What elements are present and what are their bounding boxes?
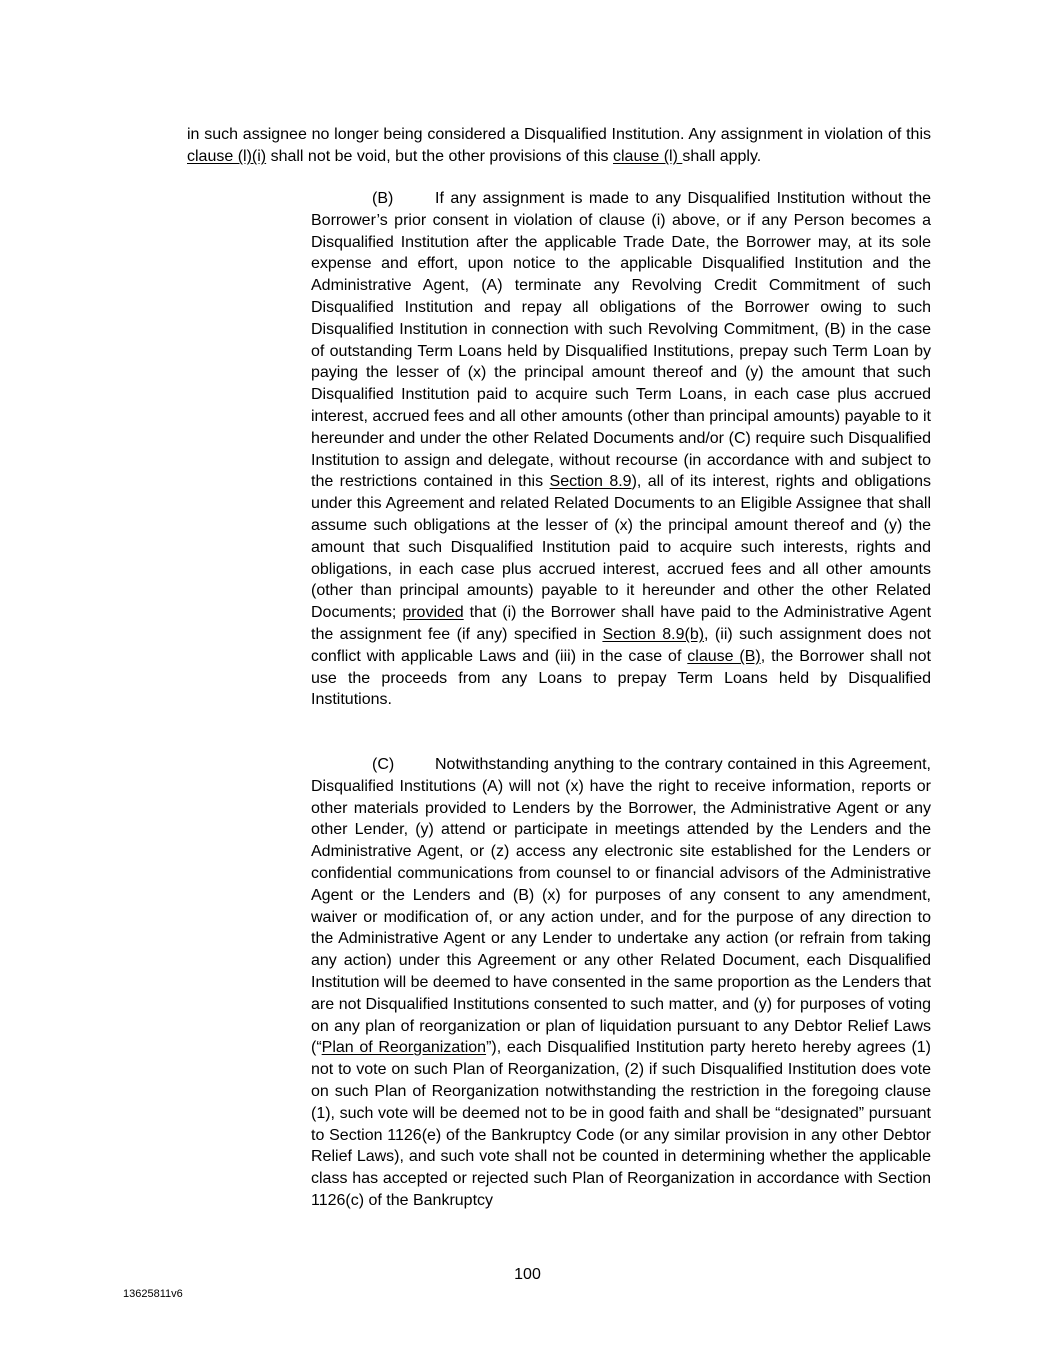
paragraph-b-text: , (ii) such assignment does not conflict with applicable Laws and (iii) in the case of xyxy=(311,625,932,665)
section-reference: Section 8.9 xyxy=(549,473,632,491)
section-reference: Section 8.9(b) xyxy=(602,625,705,643)
paragraph-c-text: ”), each Disqualified Institution party hereto hereby agrees (1) not to vote on such Plan of Reorganization, (2) if such Disqualified Institution does vote on such Plan of Reorganization notwithstanding the restriction in the foregoing clause (1), such vote will be deemed not to be in good faith and shall be “designated” pursuant to Section 1126(e) of the Bankruptcy Code (or any similar provision in any other Debtor Relief Laws), and such vote shall not be counted in determining whether the applicable class has accepted or rejected such Plan of Reorganization in accordance with Section 1126(c) of the Bankruptcy xyxy=(311,1039,932,1209)
clause-reference: clause (B) xyxy=(687,647,761,665)
document-id: 13625811v6 xyxy=(123,1288,183,1300)
defined-term: Plan of Reorganization xyxy=(321,1039,487,1057)
paragraph-c-text: Notwithstanding anything to the contrary contained in this Agreement, Disqualified Institutions (A) will not (x) have the right to receive information, reports or other materials provided to Lenders by the Borrower, the Administrative Agent or any other Lender, (y) attend or participate in meetings attended by the Lenders and the Administrative Agent, or (z) access any electronic site established for the Lenders or confidential communications from counsel to or financial advisors of the Administrative Agent or the Lenders and (B) (x) for purposes of any consent to any amendment, waiver or modification of, or any action under, and for the purpose of any direction to the Administrative Agent or any Lender to undertake any action (or refrain from taking any action) under this Agreement or any other Related Document, each Disqualified Institution will be deemed to have consented in the same proportion as the Lenders that are not Disqualified Institutions consented to such matter, and (y) for purposes of voting on any plan of reorganization or plan of liquidation pursuant to any Debtor Relief Laws (“ xyxy=(311,756,931,1057)
paragraph-b-text: , the Borrower shall not use the proceeds from any Loans to prepay Term Loans held by Disqualified Institutions. xyxy=(311,647,931,709)
paragraph-b-text: ), all of its interest, rights and obligations under this Agreement and related Related Documents to an Eligible Assignee that shall assume such obligations at the lesser of (x) the principal amount thereof and (y) the amount that such Disqualified Institution paid to acquire such interests, rights and obligations, in each case plus accrued interest, accrued fees and all other amounts (other than principal amounts) payable to it hereunder and other the other Related Documents; xyxy=(311,473,931,622)
paragraph-b-text: that (i) the Borrower shall have paid to the Administrative Agent the assignment fee (if any) specified in xyxy=(311,604,932,643)
provided-term: provided xyxy=(402,604,464,622)
intro-text: in such assignee no longer being considered a Disqualified Institution. Any assignment in violation of this xyxy=(187,126,931,143)
clause-reference: clause (l) xyxy=(613,148,683,165)
intro-text: shall apply. xyxy=(682,148,762,165)
clause-reference: clause (l)(i) xyxy=(187,148,267,165)
paragraph-b xyxy=(311,188,931,711)
page-number: 100 xyxy=(514,1266,541,1283)
intro-text: shall not be void, but the other provisions of this xyxy=(266,148,613,165)
paragraph-b-label: (B) xyxy=(372,190,394,207)
paragraph-c xyxy=(311,754,931,1212)
paragraph-c-label: (C) xyxy=(372,756,395,773)
intro-paragraph xyxy=(187,124,931,168)
paragraph-b-text: If any assignment is made to any Disqualified Institution without the Borrower’s prior consent in violation of clause (i) above, or if any Person becomes a Disqualified Institution after the applicable Trade Date, the Borrower may, at its sole expense and effort, upon notice to the applicable Disqualified Institution and the Administrative Agent, (A) terminate any Revolving Credit Commitment of such Disqualified Institution and repay all obligations of the Borrower owing to such Disqualified Institution in connection with such Revolving Commitment, (B) in the case of outstanding Term Loans held by Disqualified Institutions, prepay such Term Loan by paying the lesser of (x) the principal amount thereof and (y) the amount that such Disqualified Institution paid to acquire such Term Loans, in each case plus accrued interest, accrued fees and all other amounts (other than principal amounts) payable to it hereunder and under the other Related Documents and/or (C) require such Disqualified Institution to assign and delegate, without recourse (in accordance with and subject to the restrictions contained in this xyxy=(311,190,931,491)
